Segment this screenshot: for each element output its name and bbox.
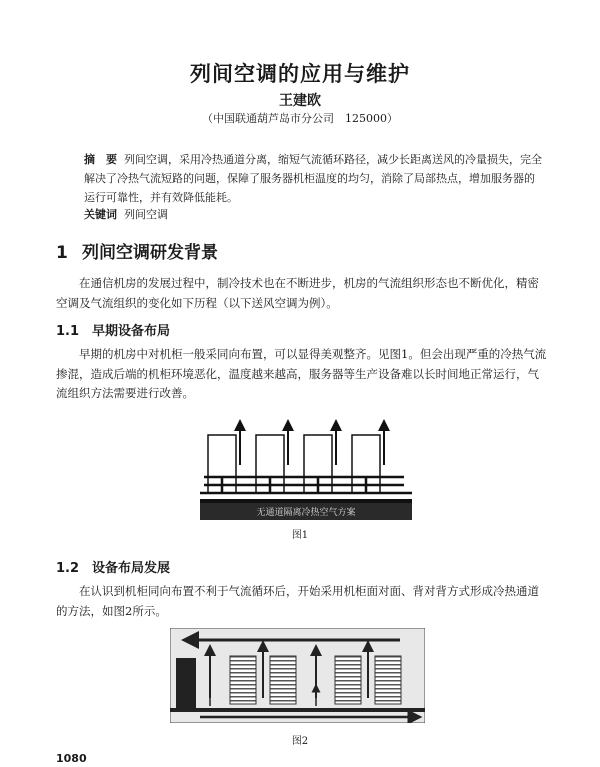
section-1-heading bbox=[56, 238, 218, 263]
affiliation: （中国联通葫芦岛市分公司 125000） bbox=[202, 112, 398, 125]
page-number: 1080 bbox=[56, 752, 87, 765]
section-number: 1 bbox=[56, 243, 68, 263]
abstract-label: 摘 要 bbox=[84, 153, 117, 166]
author: 王建欧 bbox=[279, 93, 321, 109]
section-title: 早期设备布局 bbox=[92, 324, 171, 339]
figure-2-caption: 图2 bbox=[291, 736, 309, 747]
section-number: 1.2 bbox=[56, 561, 80, 576]
section-title: 列间空调研发背景 bbox=[82, 243, 218, 263]
raised-floor bbox=[170, 708, 425, 712]
section-title: 设备布局发展 bbox=[92, 561, 171, 576]
keywords bbox=[84, 206, 168, 222]
section-1-1-heading bbox=[56, 320, 170, 339]
raised-floor bbox=[200, 499, 412, 503]
section-1-1-paragraph: 早期的机房中对机柜一般采同向布置，可以显得美观整齐。见图1。但会出现严重的冷热气流掺混，造成后端的机柜环境恶化，温度越来越高，服务器等生产设备难以长时间地正常运行，气流组织方法需要进行改善。 bbox=[56, 347, 547, 400]
section-number: 1.1 bbox=[56, 324, 80, 339]
abstract bbox=[84, 150, 544, 207]
hot-air-arrows bbox=[240, 425, 384, 465]
keywords-text: 列间空调 bbox=[124, 208, 168, 221]
abstract-text: 列间空调，采用冷热通道分离，缩短气流循环路径，减少长距离送风的冷量损失，完全解决了冷热气流短路的问题，保障了服务器机柜温度的均匀，消除了局部热点，增加服务器的运行可靠性，并有效降低能耗。 bbox=[84, 153, 542, 204]
keywords-label: 关键词 bbox=[84, 208, 117, 221]
crac-unit bbox=[176, 658, 196, 708]
section-1-2-paragraph: 在认识到机柜同向布置不利于气流循环后，开始采用机柜面对面、背对背方式形成冷热通道的方法，如图2所示。 bbox=[56, 584, 539, 618]
figure-1-diagram bbox=[200, 415, 412, 522]
section-1-paragraph: 在通信机房的发展过程中，制冷技术也在不断进步，机房的气流组织形态也不断优化，精密空调及气流组织的变化如下历程（以下送风空调为例）。 bbox=[56, 276, 539, 310]
paper-title: 列间空调的应用与维护 bbox=[190, 62, 410, 86]
figure-2-diagram bbox=[170, 628, 425, 723]
section-1-2-heading bbox=[56, 557, 170, 576]
figure-1-caption: 图1 bbox=[291, 530, 309, 541]
figure-1-banner-text: 无通道隔离冷热空气方案 bbox=[256, 508, 356, 518]
